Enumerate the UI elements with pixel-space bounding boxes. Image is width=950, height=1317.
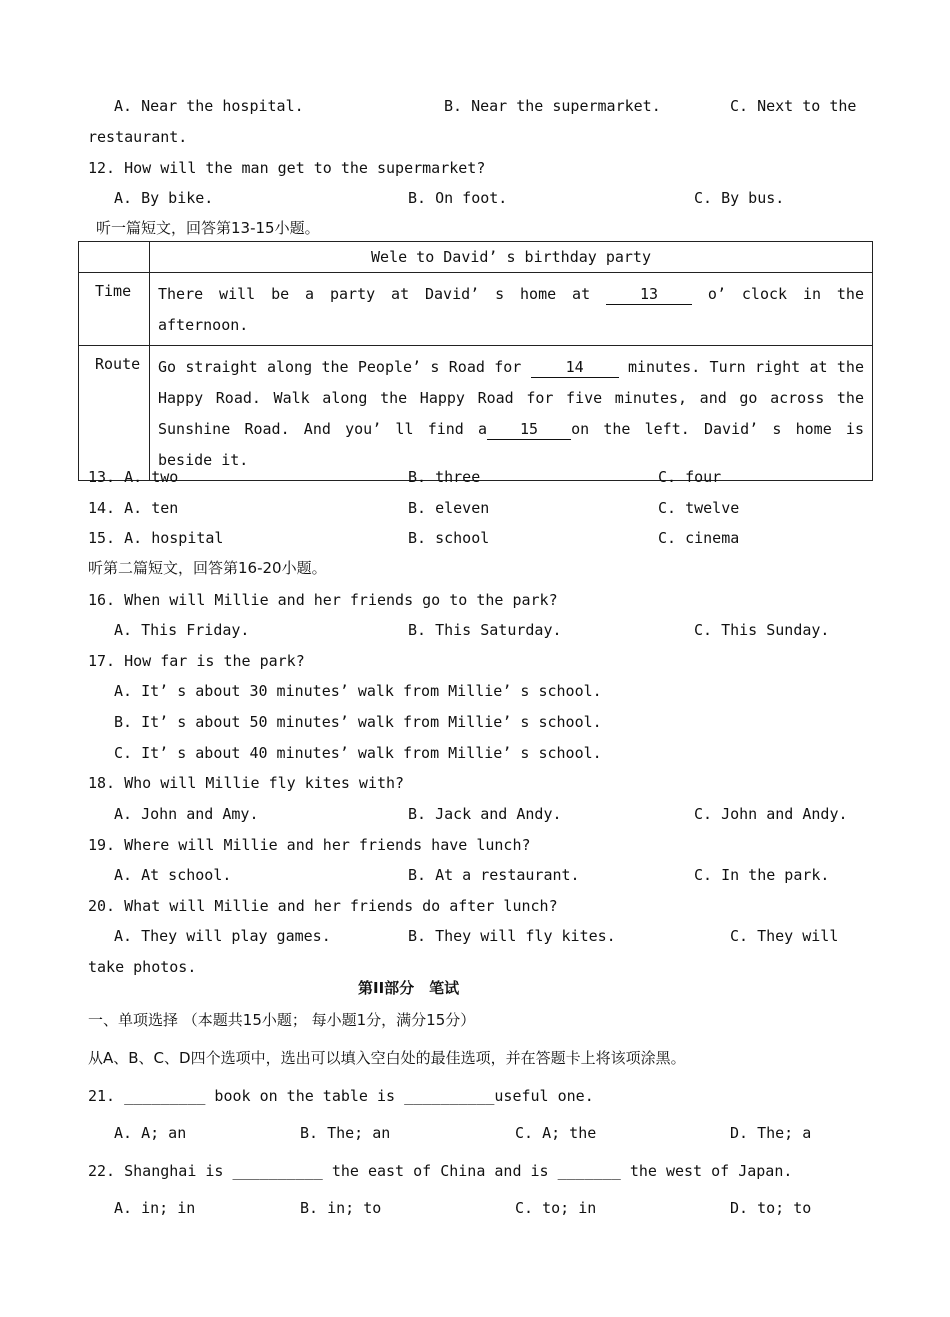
q21-option-d: D. The; a: [730, 1124, 812, 1142]
q18-option-a: A. John and Amy.: [114, 805, 259, 823]
q22-stem: 22. Shanghai is __________ the east of China and is _______ the west of Japan.: [88, 1162, 793, 1180]
route-text-3: on the left. David’ s home is beside it.: [158, 420, 864, 469]
q12-option-c: C. By bus.: [694, 189, 785, 207]
time-label: Time: [79, 273, 150, 346]
q21-stem: 21. _________ book on the table is __________useful one.: [88, 1087, 594, 1105]
section1-title: 一、单项选择 （本题共15小题； 每小题1分，满分15分）: [88, 1011, 476, 1029]
party-info-table: [78, 241, 873, 481]
route-blank-15: 15: [487, 419, 571, 440]
q22-option-b: B. in; to: [300, 1199, 382, 1217]
q21-option-c: C. A; the: [515, 1124, 597, 1142]
q21-option-b: B. The; an: [300, 1124, 391, 1142]
q14-option-a: 14. A. ten: [88, 499, 179, 517]
q20-option-b: B. They will fly kites.: [408, 927, 616, 945]
q13-option-c: C. four: [658, 468, 722, 486]
q16-option-c: C. This Sunday.: [694, 621, 830, 639]
q12-option-a: A. By bike.: [114, 189, 214, 207]
q16-option-b: B. This Saturday.: [408, 621, 562, 639]
q11-option-a: A. Near the hospital.: [114, 97, 304, 115]
q22-option-d: D. to; to: [730, 1199, 812, 1217]
q11-option-c: C. Next to the: [730, 97, 857, 115]
q14-option-b: B. eleven: [408, 499, 490, 517]
q18-stem: 18. Who will Millie fly kites with?: [88, 774, 405, 792]
q13-option-a: 13. A. two: [88, 468, 179, 486]
passage2-intro: 听第二篇短文，回答第16-20小题。: [88, 559, 327, 577]
q15-option-a: 15. A. hospital: [88, 529, 224, 547]
route-label: Route: [79, 346, 150, 481]
q20-option-c-continued: take photos.: [88, 958, 197, 976]
route-text-1: Go straight along the People’ s Road for: [158, 358, 531, 376]
q14-option-c: C. twelve: [658, 499, 740, 517]
q15-option-b: B. school: [408, 529, 490, 547]
time-blank-13: 13: [606, 284, 692, 305]
q20-option-a: A. They will play games.: [114, 927, 331, 945]
q17-option-c: C. It’ s about 40 minutes’ walk from Millie’ s school.: [114, 744, 602, 762]
section1-instructions: 从A、B、C、D四个选项中，选出可以填入空白处的最佳选项，并在答题卡上将该项涂黑。: [88, 1049, 686, 1067]
route-text-2: minutes. Turn right at the Happy Road. Walk along the Happy Road for five minutes, and go across the Sunshine Road. And you’ ll find a: [158, 358, 864, 438]
q20-stem: 20. What will Millie and her friends do after lunch?: [88, 897, 558, 915]
q16-option-a: A. This Friday.: [114, 621, 250, 639]
q17-option-a: A. It’ s about 30 minutes’ walk from Millie’ s school.: [114, 682, 602, 700]
q12-option-b: B. On foot.: [408, 189, 508, 207]
route-cell: [150, 346, 873, 481]
q12-stem: 12. How will the man get to the supermarket?: [88, 159, 486, 177]
table-title: Wele to David’ s birthday party: [150, 242, 873, 273]
q19-stem: 19. Where will Millie and her friends have lunch?: [88, 836, 531, 854]
q22-option-a: A. in; in: [114, 1199, 196, 1217]
q16-stem: 16. When will Millie and her friends go to the park?: [88, 591, 558, 609]
q20-option-c: C. They will: [730, 927, 839, 945]
route-blank-14: 14: [531, 357, 619, 378]
q19-option-b: B. At a restaurant.: [408, 866, 580, 884]
table-corner-cell: [79, 242, 150, 273]
time-cell: [150, 273, 873, 346]
q19-option-c: C. In the park.: [694, 866, 830, 884]
q18-option-c: C. John and Andy.: [694, 805, 848, 823]
q18-option-b: B. Jack and Andy.: [408, 805, 562, 823]
q15-option-c: C. cinema: [658, 529, 740, 547]
q13-option-b: B. three: [408, 468, 481, 486]
q19-option-a: A. At school.: [114, 866, 232, 884]
time-text-1: There will be a party at David’ s home at: [158, 285, 607, 303]
passage1-intro: 听一篇短文，回答第13-15小题。: [96, 219, 320, 237]
part2-title: 第II部分 笔试: [358, 979, 460, 997]
q11-option-c-continued: restaurant.: [88, 128, 188, 146]
q17-stem: 17. How far is the park?: [88, 652, 305, 670]
time-text-2: o’ clock in the afternoon.: [158, 285, 864, 334]
q21-option-a: A. A; an: [114, 1124, 187, 1142]
q17-option-b: B. It’ s about 50 minutes’ walk from Millie’ s school.: [114, 713, 602, 731]
q22-option-c: C. to; in: [515, 1199, 597, 1217]
q11-option-b: B. Near the supermarket.: [444, 97, 661, 115]
